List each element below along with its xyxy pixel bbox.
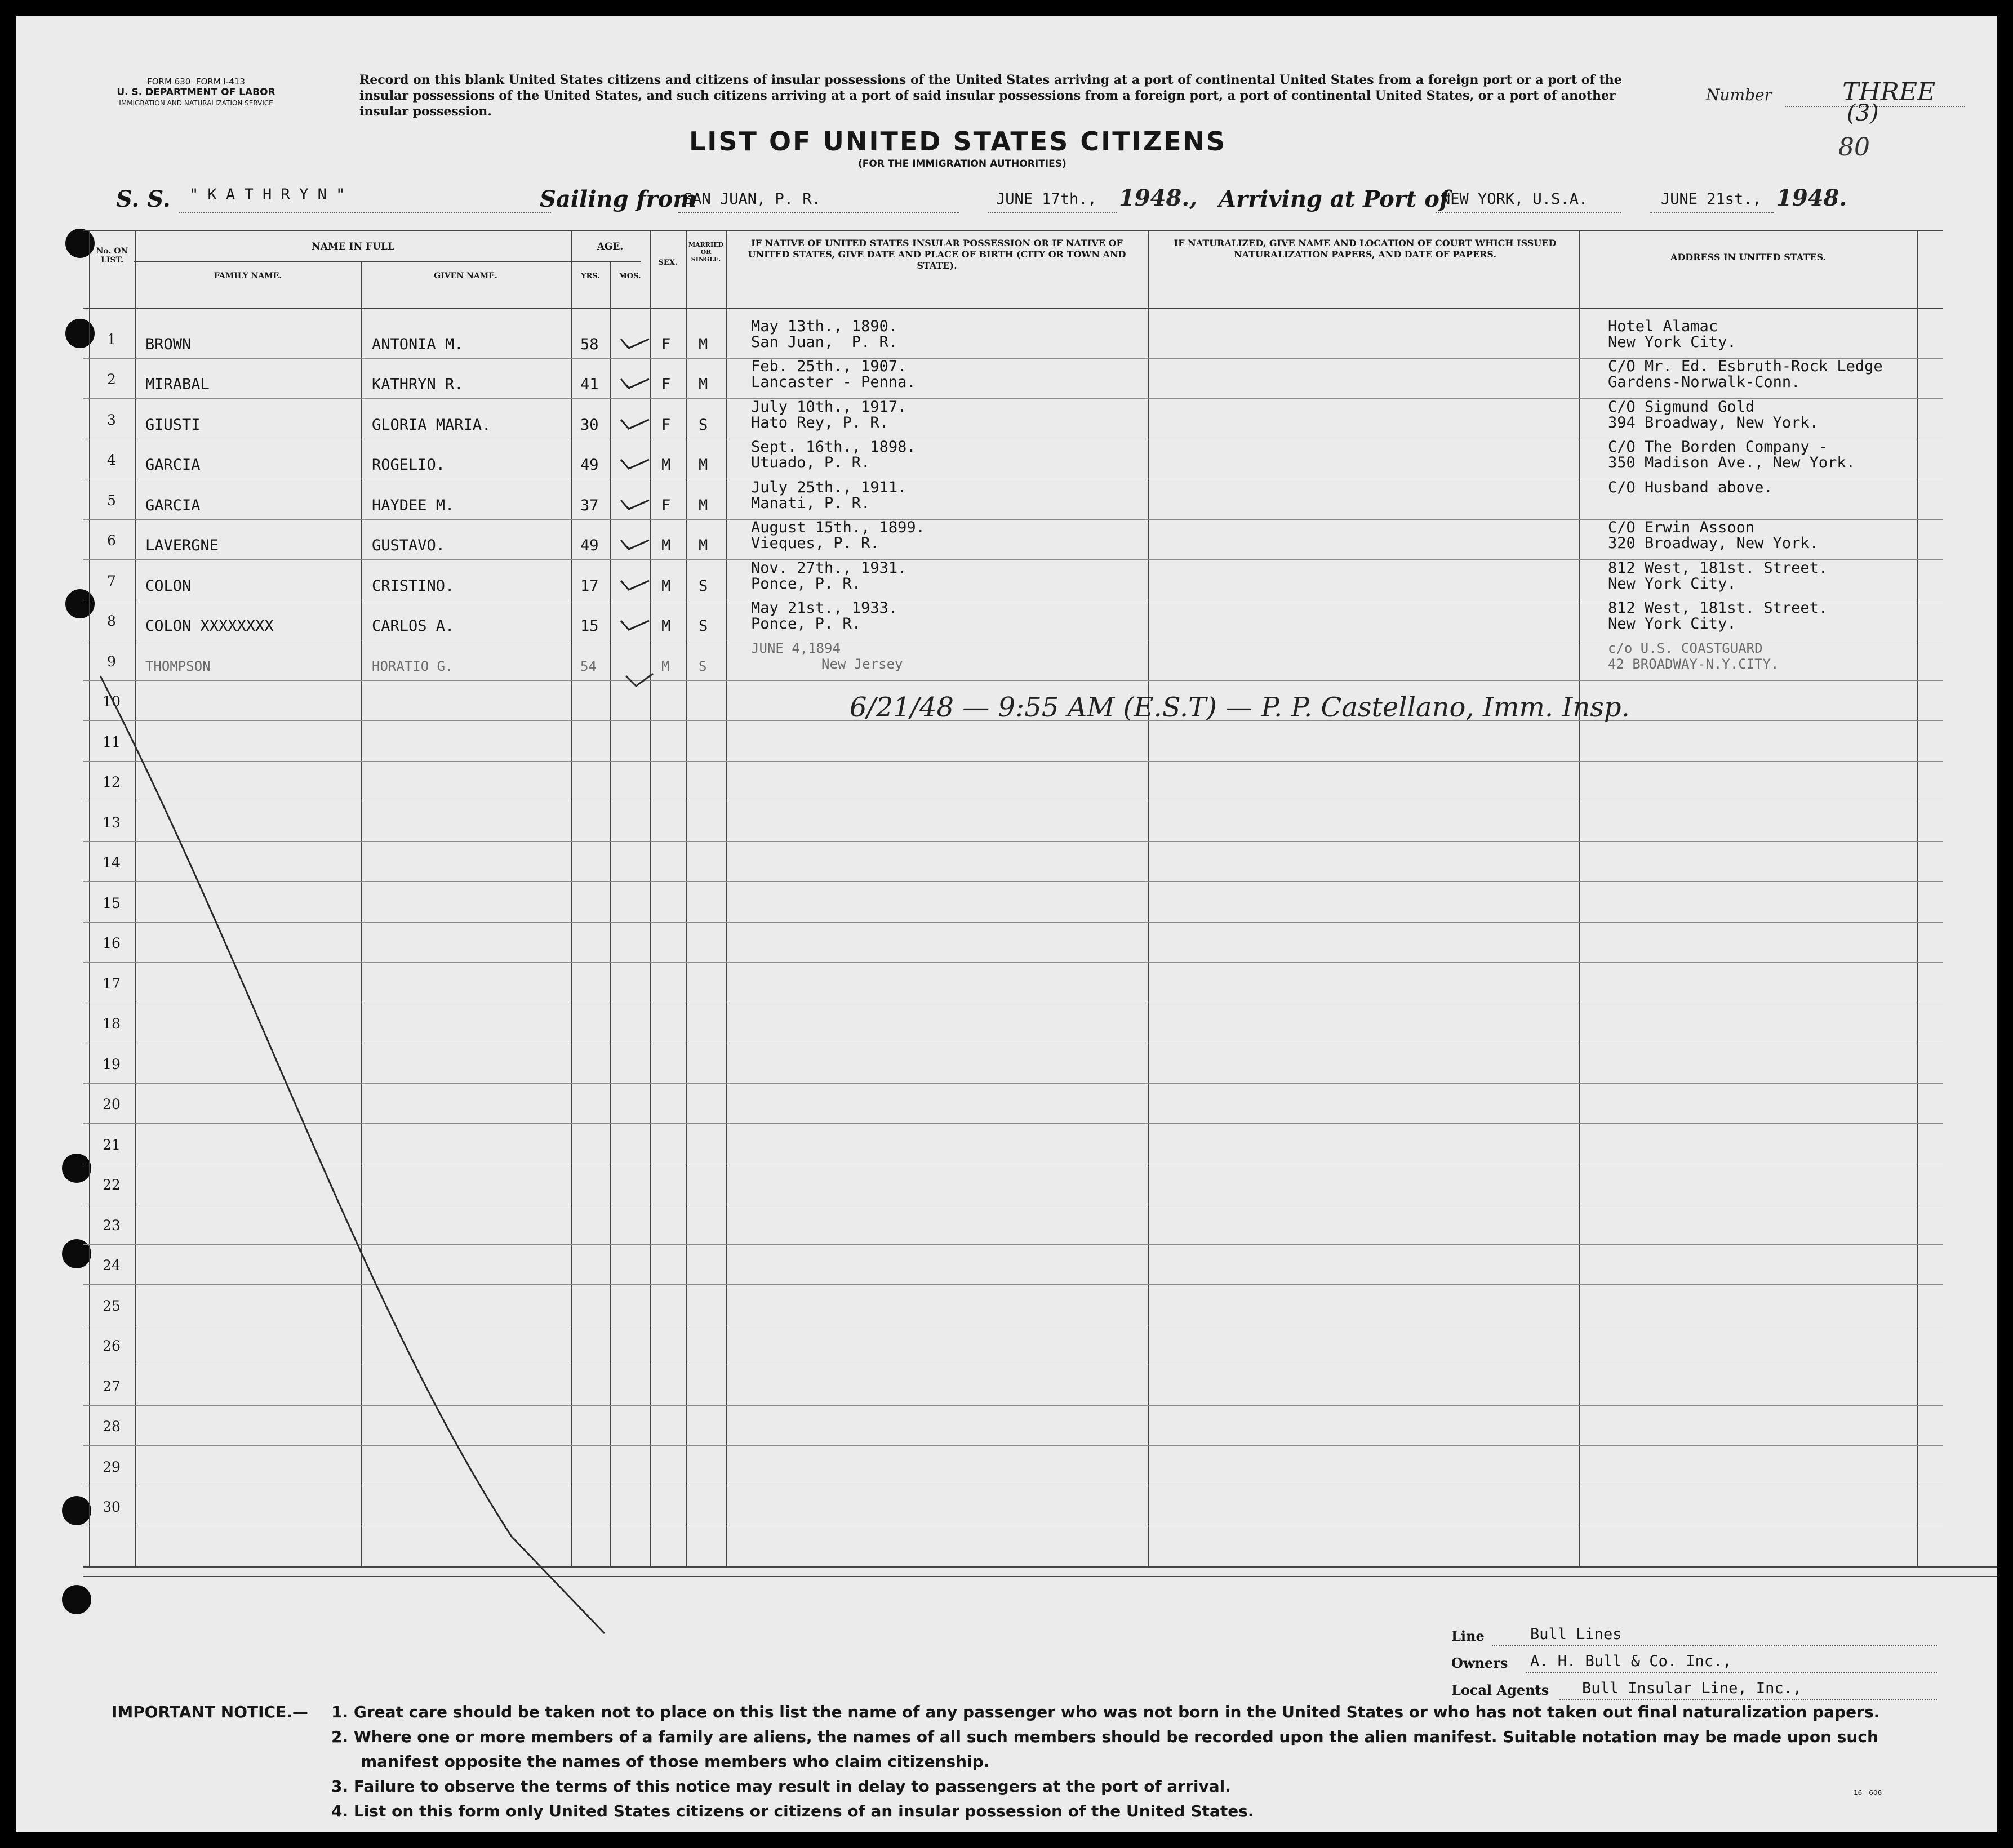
birth-info-cell: Ponce, P. R.	[751, 615, 861, 633]
col-native: IF NATIVE OF UNITED STATES INSULAR POSSESSION OR IF NATIVE OF UNITED STATES, GIVE DATE AND PLACE OF BIRTH (CITY OR TOWN AND STATE).	[748, 238, 1126, 271]
birth-info-cell: Nov. 27th., 1931.	[751, 559, 907, 577]
address-cell: Hotel Alamac	[1608, 318, 1718, 335]
page-subtitle: (FOR THE IMMIGRATION AUTHORITIES)	[858, 158, 1067, 170]
arrival-port: NEW YORK, U.S.A.	[1441, 190, 1588, 208]
given-name-cell: GUSTAVO.	[372, 537, 446, 554]
address-cell: C/O The Borden Company -	[1608, 438, 1828, 456]
marital-status-cell: M	[699, 537, 708, 554]
col-age: AGE.	[597, 241, 624, 252]
col-family-name: FAMILY NAME.	[214, 271, 282, 280]
address-cell: C/O Sigmund Gold	[1608, 398, 1755, 416]
notice-item: manifest opposite the names of those members who claim citizenship.	[361, 1752, 990, 1771]
col-married: MARRIED OR SINGLE.	[688, 241, 724, 263]
family-name-cell: GIUSTI	[145, 416, 201, 434]
sailing-port: SAN JUAN, P. R.	[683, 190, 821, 208]
sex-cell: F	[661, 376, 671, 393]
age-years-cell: 54	[580, 658, 597, 674]
row-number: 30	[103, 1499, 121, 1515]
sex-cell: F	[661, 336, 671, 353]
sailing-label: Sailing from	[540, 186, 697, 212]
notice-item: 3. Failure to observe the terms of this notice may result in delay to passengers at the port of arrival.	[331, 1777, 1231, 1796]
col-name-in-full: NAME IN FULL	[312, 241, 394, 252]
address-cell: 812 West, 181st. Street.	[1608, 599, 1828, 617]
age-years-cell: 41	[580, 376, 599, 393]
given-name-cell: KATHRYN R.	[372, 376, 464, 393]
address-cell: C/O Erwin Assoon	[1608, 519, 1755, 536]
birth-info-cell: Manati, P. R.	[751, 495, 870, 512]
col-mos: MOS.	[619, 272, 641, 280]
page-title: LIST OF UNITED STATES CITIZENS	[689, 126, 1227, 157]
ss-label: S. S.	[116, 186, 171, 212]
birth-info-cell: Hato Rey, P. R.	[751, 414, 888, 431]
age-years-cell: 17	[580, 577, 599, 595]
birth-info-cell: Lancaster - Penna.	[751, 373, 916, 391]
birth-info-cell: New Jersey	[821, 656, 903, 672]
number-paren: (3)	[1847, 100, 1879, 126]
sailing-year: 1948.,	[1119, 185, 1198, 211]
sex-cell: M	[661, 537, 671, 554]
col-given-name: GIVEN NAME.	[434, 271, 497, 280]
birth-info-cell: Utuado, P. R.	[751, 454, 870, 471]
birth-info-cell: San Juan, P. R.	[751, 333, 898, 351]
address-cell: 394 Broadway, New York.	[1608, 414, 1819, 431]
sex-cell: M	[661, 577, 671, 595]
row-number: 14	[103, 854, 121, 871]
family-name-cell: GARCIA	[145, 456, 201, 474]
row-number: 7	[107, 573, 116, 589]
marital-status-cell: M	[699, 376, 708, 393]
sex-cell: M	[661, 658, 670, 674]
service-name: IMMIGRATION AND NATURALIZATION SERVICE	[119, 99, 273, 107]
row-number: 19	[103, 1056, 121, 1072]
given-name-cell: HAYDEE M.	[372, 497, 455, 514]
birth-info-cell: August 15th., 1899.	[751, 519, 925, 536]
row-number: 12	[103, 774, 121, 790]
family-name-cell: GARCIA	[145, 497, 201, 514]
row-number: 17	[103, 976, 121, 992]
form-code: FORM I-413	[195, 77, 245, 87]
address-cell: C/O Mr. Ed. Esbruth-Rock Ledge	[1608, 358, 1883, 375]
row-number: 24	[103, 1257, 121, 1273]
row-number: 3	[107, 412, 116, 428]
arrival-year: 1948.	[1776, 185, 1847, 211]
given-name-cell: ROGELIO.	[372, 456, 446, 474]
row-number: 5	[107, 492, 116, 509]
family-name-cell: COLON	[145, 577, 192, 595]
birth-info-cell: July 25th., 1911.	[751, 479, 907, 496]
address-cell: 812 West, 181st. Street.	[1608, 559, 1828, 577]
notice-list	[331, 1700, 1954, 1824]
arriving-label: Arriving at Port of	[1219, 186, 1450, 212]
instructions-text: Record on this blank United States citizens and citizens of insular possessions of the United States arriving at a port of continental United States from a foreign port or a port of the insular possessions of the United States, and such citizens arriving at a port of said insular possessions from a foreign port, a port of continental United States, or a port of another insular possession.	[359, 73, 1622, 119]
row-number: 10	[103, 693, 121, 710]
row-number: 26	[103, 1338, 121, 1354]
footer-form-code: 16—606	[1854, 1789, 1882, 1797]
birth-info-cell: Feb. 25th., 1907.	[751, 358, 907, 375]
given-name-cell: ANTONIA M.	[372, 336, 464, 353]
age-years-cell: 49	[580, 456, 599, 474]
family-name-cell: MIRABAL	[145, 376, 210, 393]
notice-item: 1. Great care should be taken not to place on this list the name of any passenger who was not born in the United States or who has not taken out final naturalization papers.	[331, 1703, 1880, 1721]
row-number: 2	[107, 371, 116, 388]
address-cell: c/o U.S. COASTGUARD	[1608, 640, 1763, 656]
age-years-cell: 37	[580, 497, 599, 514]
sex-cell: F	[661, 416, 671, 434]
line-label: Line	[1451, 1628, 1485, 1644]
address-cell: C/O Husband above.	[1608, 479, 1773, 496]
col-naturalized: IF NATURALIZED, GIVE NAME AND LOCATION OF COURT WHICH ISSUED NATURALIZATION PAPERS, AND DATE OF PAPERS.	[1174, 238, 1557, 260]
owners-label: Owners	[1451, 1655, 1508, 1671]
age-years-cell: 15	[580, 617, 599, 635]
row-number: 23	[103, 1217, 121, 1234]
notice-label: IMPORTANT NOTICE.—	[112, 1703, 308, 1721]
agents-label: Local Agents	[1451, 1682, 1549, 1698]
row-number: 25	[103, 1298, 121, 1314]
given-name-cell: HORATIO G.	[372, 658, 454, 674]
row-number: 18	[103, 1016, 121, 1032]
arrival-date: JUNE 21st.,	[1661, 190, 1762, 208]
birth-info-cell: May 21st., 1933.	[751, 599, 898, 617]
col-address: ADDRESS IN UNITED STATES.	[1670, 252, 1827, 262]
number-value: THREE	[1842, 78, 1936, 106]
address-cell: 350 Madison Ave., New York.	[1608, 454, 1855, 471]
check-mark-9	[626, 674, 653, 686]
address-cell: 42 BROADWAY-N.Y.CITY.	[1608, 656, 1779, 672]
col-sex: SEX.	[658, 259, 678, 267]
inspection-note: 6/21/48 — 9:55 AM (E.S.T) — P. P. Castellano, Imm. Insp.	[850, 692, 1630, 723]
row-number: 1	[107, 331, 116, 348]
line-value: Bull Lines	[1530, 1626, 1622, 1643]
agents-value: Bull Insular Line, Inc.,	[1582, 1680, 1802, 1697]
owners-value: A. H. Bull & Co. Inc.,	[1530, 1653, 1732, 1670]
row-number: 6	[107, 532, 116, 549]
col-no: No. ON LIST.	[96, 247, 128, 265]
row-number: 8	[107, 613, 116, 629]
row-number: 20	[103, 1096, 121, 1112]
birth-info-cell: Ponce, P. R.	[751, 575, 861, 593]
age-years-cell: 58	[580, 336, 599, 353]
col-yrs: YRS.	[581, 272, 600, 280]
row-number: 28	[103, 1418, 121, 1435]
birth-info-cell: Sept. 16th., 1898.	[751, 438, 916, 456]
family-name-cell: BROWN	[145, 336, 192, 353]
marital-status-cell: S	[699, 617, 708, 635]
manifest-sheet	[16, 16, 1997, 1832]
sex-cell: M	[661, 617, 671, 635]
marital-status-cell: M	[699, 456, 708, 474]
number-label: Number	[1706, 86, 1772, 104]
row-number: 11	[103, 734, 121, 750]
cancel-diagonal-line	[16, 16, 1997, 1832]
row-number: 21	[103, 1137, 121, 1153]
address-cell: New York City.	[1608, 615, 1736, 633]
age-years-cell: 49	[580, 537, 599, 554]
sex-cell: M	[661, 456, 671, 474]
family-name-cell: THOMPSON	[145, 658, 211, 674]
notice-item: 4. List on this form only United States citizens or citizens of an insular possession of the United States.	[331, 1802, 1254, 1820]
family-name-cell: COLON XXXXXXXX	[145, 617, 274, 635]
row-number: 29	[103, 1459, 121, 1475]
birth-info-cell: JUNE 4,1894	[751, 640, 841, 656]
birth-info-cell: Vieques, P. R.	[751, 535, 879, 552]
page-mark: 80	[1838, 133, 1870, 162]
sex-cell: F	[661, 497, 671, 514]
row-number: 16	[103, 935, 121, 951]
form-number: FORM 630	[147, 77, 191, 87]
address-cell: 320 Broadway, New York.	[1608, 535, 1819, 552]
row-number: 4	[107, 452, 116, 468]
marital-status-cell: S	[699, 658, 707, 674]
given-name-cell: GLORIA MARIA.	[372, 416, 491, 434]
marital-status-cell: M	[699, 497, 708, 514]
row-number: 22	[103, 1177, 121, 1193]
row-number: 13	[103, 814, 121, 831]
address-cell: New York City.	[1608, 333, 1736, 351]
family-name-cell: LAVERGNE	[145, 537, 219, 554]
department-name: U. S. DEPARTMENT OF LABOR	[117, 87, 275, 98]
marital-status-cell: S	[699, 416, 708, 434]
given-name-cell: CRISTINO.	[372, 577, 455, 595]
row-number: 27	[103, 1378, 121, 1395]
birth-info-cell: May 13th., 1890.	[751, 318, 898, 335]
address-cell: Gardens-Norwalk-Conn.	[1608, 373, 1801, 391]
birth-info-cell: July 10th., 1917.	[751, 398, 907, 416]
notice-item: 2. Where one or more members of a family are aliens, the names of all such members should be recorded upon the alien manifest. Suitable notation may be made upon such	[331, 1727, 1878, 1746]
marital-status-cell: M	[699, 336, 708, 353]
given-name-cell: CARLOS A.	[372, 617, 455, 635]
sailing-date: JUNE 17th.,	[996, 190, 1097, 208]
row-number: 9	[107, 653, 116, 670]
address-cell: New York City.	[1608, 575, 1736, 593]
age-years-cell: 30	[580, 416, 599, 434]
marital-status-cell: S	[699, 577, 708, 595]
ship-name: " K A T H R Y N "	[189, 186, 345, 203]
row-number: 15	[103, 895, 121, 911]
